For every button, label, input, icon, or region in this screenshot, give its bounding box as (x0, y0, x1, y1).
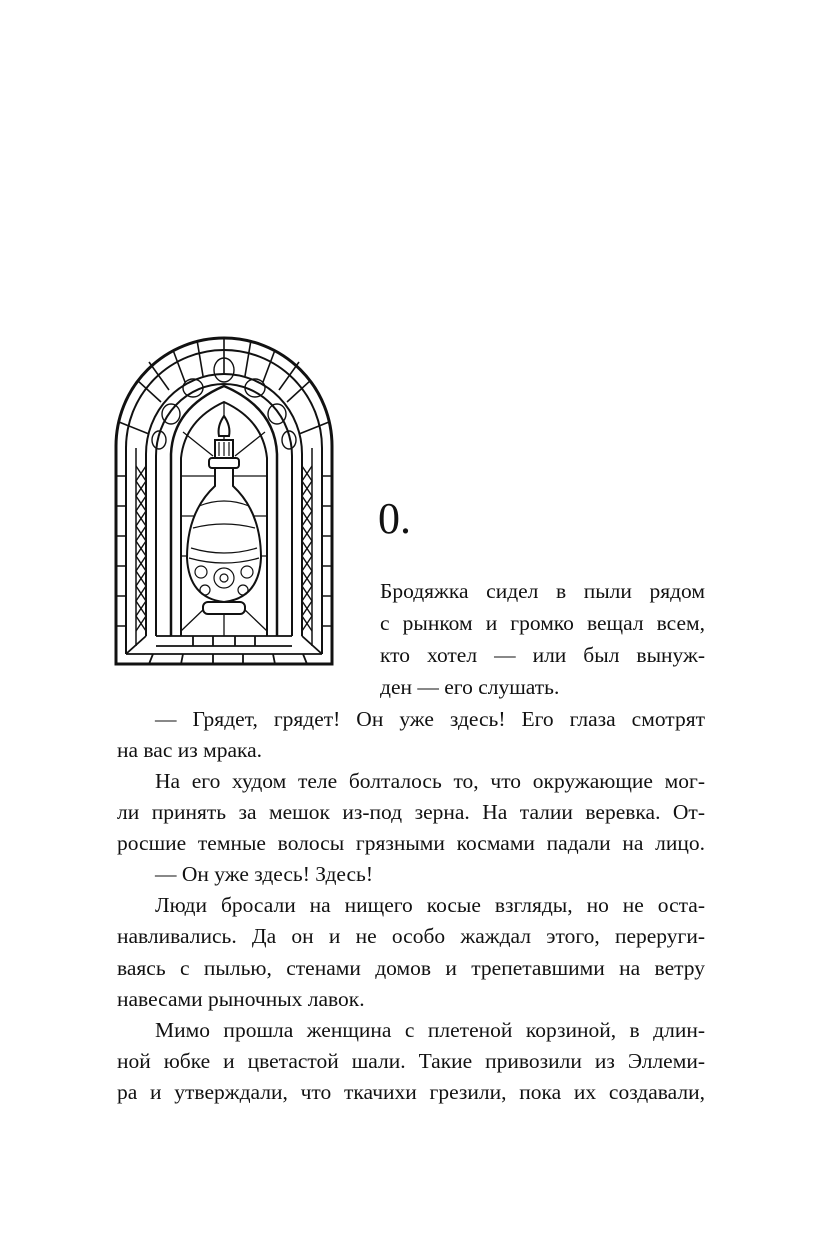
text-line: ра и утверждали, что ткачихи грезили, пока их создавали, (117, 1080, 705, 1104)
text-line: с рынком и громко вещал всем, (380, 611, 705, 635)
text-line: ваясь с пылью, стенами домов и трепетавшими на ветру (117, 956, 705, 980)
stained-glass-window-illustration (113, 336, 335, 666)
text-line: — Он уже здесь! Здесь! (155, 862, 374, 886)
text-line: кто хотел — или был вынуж- (380, 643, 705, 667)
text-line: — Грядет, грядет! Он уже здесь! Его глаза смотрят (155, 707, 705, 731)
text-line: ден — его слушать. (380, 675, 560, 699)
text-line: На его худом теле болталось то, что окружающие мог- (155, 769, 705, 793)
text-line: на вас из мрака. (117, 738, 263, 762)
text-line: росшие темные волосы грязными космами падали на лицо. (117, 831, 705, 855)
chapter-number: 0. (378, 494, 411, 543)
text-line: Люди бросали на нищего косые взгляды, но не оста- (155, 893, 705, 917)
text-line: Бродяжка сидел в пыли рядом (380, 579, 705, 603)
text-line: навесами рыночных лавок. (117, 987, 365, 1011)
text-line: ной юбке и цветастой шали. Такие привозили из Эллеми- (117, 1049, 705, 1073)
text-line: Мимо прошла женщина с плетеной корзиной, в длин- (155, 1018, 705, 1042)
text-line: навливались. Да он и не особо жаждал этого, переруги- (117, 924, 705, 948)
text-line: ли принять за мешок из-под зерна. На талии веревка. От- (117, 800, 705, 824)
